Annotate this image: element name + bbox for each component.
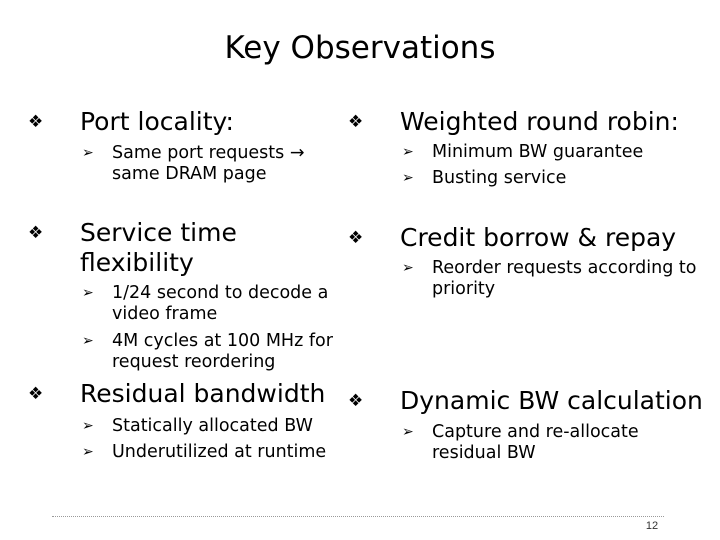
sub-bullet-text: 1/24 second to decode a video frame bbox=[112, 283, 329, 324]
sub-bullet bbox=[402, 168, 702, 189]
sub-bullet bbox=[82, 283, 352, 325]
page-number: 12 bbox=[645, 520, 659, 532]
sub-bullet-text: Capture and re-allocate residual BW bbox=[432, 422, 639, 463]
arrow-bullet-icon: ➢ bbox=[402, 260, 414, 276]
bullet-heading: Dynamic BW calculation bbox=[400, 386, 703, 415]
bullet-heading: Weighted round robin: bbox=[400, 107, 679, 136]
sub-bullet bbox=[402, 422, 692, 464]
sub-bullet bbox=[402, 142, 702, 163]
bullet-heading: Port locality: bbox=[80, 107, 234, 136]
diamond-bullet-icon: ❖ bbox=[348, 391, 364, 411]
diamond-bullet-icon: ❖ bbox=[348, 112, 364, 132]
sub-bullet bbox=[82, 416, 362, 437]
arrow-bullet-icon: ➢ bbox=[82, 285, 94, 301]
sub-bullet bbox=[82, 143, 312, 185]
arrow-bullet-icon: ➢ bbox=[402, 170, 414, 186]
sub-bullet-text: Statically allocated BW bbox=[112, 416, 313, 436]
sub-bullet-text: Underutilized at runtime bbox=[112, 442, 327, 462]
sub-bullet bbox=[82, 331, 362, 373]
bullet-heading: Residual bandwidth bbox=[80, 379, 326, 408]
arrow-bullet-icon: ➢ bbox=[82, 444, 94, 460]
sub-bullet-text: Busting service bbox=[432, 168, 567, 188]
arrow-bullet-icon: ➢ bbox=[402, 424, 414, 440]
sub-bullet bbox=[82, 442, 362, 463]
bullet-service-time bbox=[28, 218, 310, 278]
bullet-heading: Credit borrow & repay bbox=[400, 223, 677, 252]
sub-bullet-text: Reorder requests according to priority bbox=[432, 258, 697, 299]
arrow-bullet-icon: ➢ bbox=[402, 144, 414, 160]
arrow-bullet-icon: ➢ bbox=[82, 418, 94, 434]
arrow-bullet-icon: ➢ bbox=[82, 333, 94, 349]
sub-bullet-text: 4M cycles at 100 MHz for request reordering bbox=[112, 331, 333, 372]
sub-bullet-text: Same port requests → same DRAM page bbox=[112, 143, 305, 184]
diamond-bullet-icon: ❖ bbox=[28, 112, 44, 132]
diamond-bullet-icon: ❖ bbox=[28, 223, 44, 243]
bullet-port-locality bbox=[28, 107, 234, 137]
sub-bullet bbox=[402, 258, 702, 300]
footer-divider bbox=[52, 516, 664, 517]
diamond-bullet-icon: ❖ bbox=[348, 228, 364, 248]
slide-title: Key Observations bbox=[224, 30, 496, 66]
diamond-bullet-icon: ❖ bbox=[28, 384, 44, 404]
bullet-credit-borrow bbox=[348, 223, 677, 253]
arrow-bullet-icon: ➢ bbox=[82, 145, 94, 161]
bullet-dynamic-bw bbox=[348, 386, 703, 416]
sub-bullet-text: Minimum BW guarantee bbox=[432, 142, 644, 162]
bullet-weighted-round-robin bbox=[348, 107, 679, 137]
bullet-residual-bandwidth bbox=[28, 379, 326, 409]
bullet-heading: Service time flexibility bbox=[80, 218, 237, 277]
